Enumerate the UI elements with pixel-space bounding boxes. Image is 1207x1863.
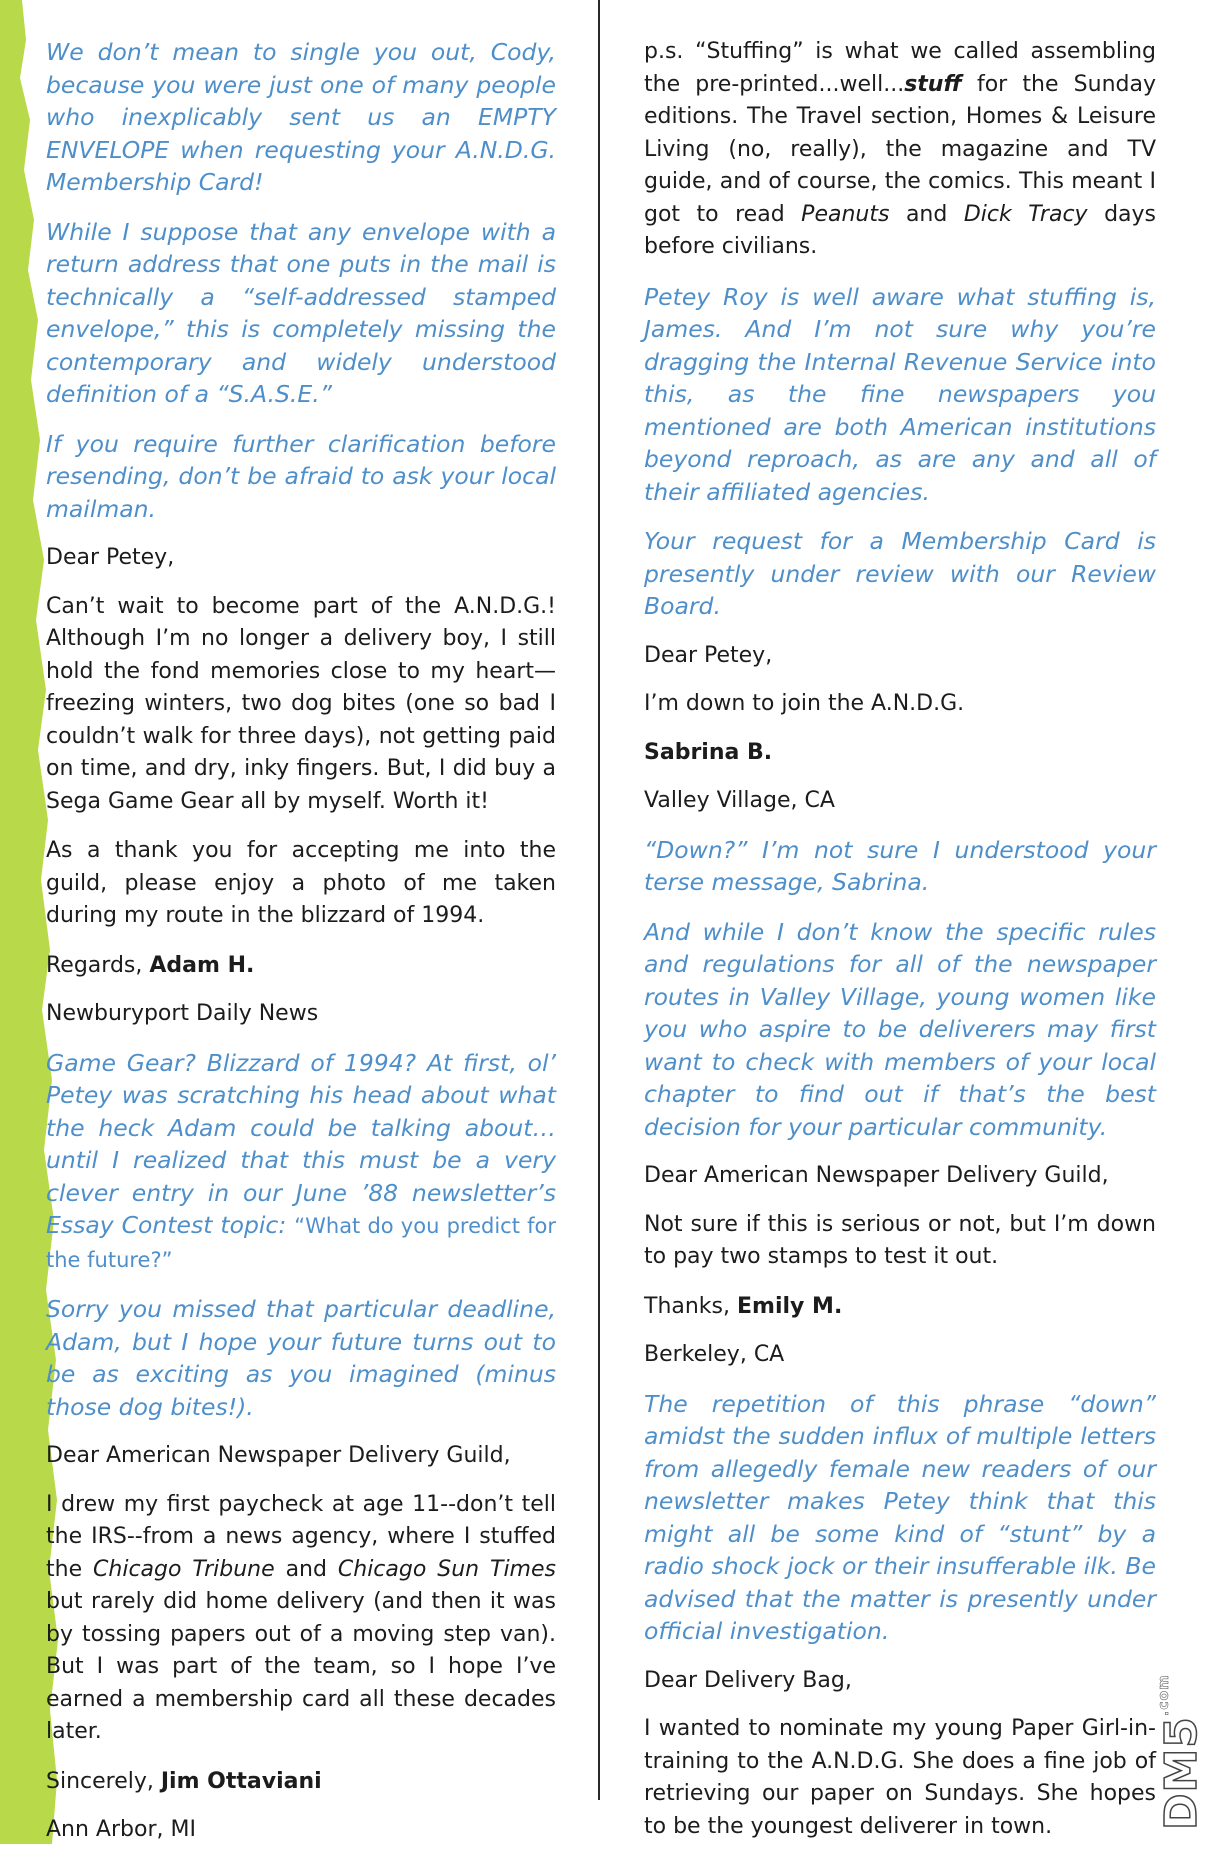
- sabrina-letter-body: I’m down to join the A.N.D.G.: [644, 691, 965, 716]
- reply-to-cody-2: While I suppose that any envelope with a return address that one puts in the mail is technically a “self-addressed stamped envelope,” this is completely missing the contemporary and widely understood definition of a “S.A.S.E.”: [46, 217, 556, 408]
- ps-c: days before civilians.: [644, 201, 1157, 259]
- reply-text: Game Gear? Blizzard of 1994? At first, ol’ Petey was scratching his head about what the heck Adam could be talking about… until I realized that this must be a very clever entry in our June ’88 newsletter’s Essay Contest topic:: [46, 1048, 556, 1239]
- stuff-word: stuff: [904, 71, 962, 97]
- jim-postscript: [644, 36, 1156, 264]
- sabrina-name: [644, 737, 1156, 770]
- signoff-word: Sincerely,: [46, 1768, 154, 1794]
- adam-signoff: [46, 950, 556, 983]
- adam-letter-body-2: As a thank you for accepting me into the guild, please enjoy a photo of me taken during my route in the blizzard of 1994.: [46, 838, 556, 928]
- ps-b: for the Sunday editions. The Travel section, Homes & Leisure Living (no, really), the magazine and TV guide, and of course, the comics. This meant I got to read: [644, 71, 1156, 227]
- bag-salutation: Dear Delivery Bag,: [644, 1667, 852, 1693]
- emily-letter-body: Not sure if this is serious or not, but I’m down to pay two stamps to test it out.: [644, 1211, 1156, 1269]
- comic-title-2: Dick Tracy: [963, 201, 1088, 227]
- and-word: and: [285, 1556, 327, 1582]
- reply-to-cody-3: If you require further clarification before resending, don’t be afraid to ask your local mailman.: [46, 429, 556, 523]
- adam-salutation: Dear Petey,: [46, 545, 175, 570]
- right-column: [644, 36, 1156, 1860]
- jim-location: Ann Arbor, MI: [46, 1817, 196, 1842]
- reply-to-jim-2: Your request for a Membership Card is presently under review with our Review Board.: [644, 527, 1156, 620]
- reply-to-emily: The repetition of this phrase “down” amidst the sudden influx of multiple letters from allegedly female new readers of our newsletter makes Petey think that this might all be some kind of “stunt” by a radio shock jock or their insufferable ilk. Be advised that the matter is presently under official investigation.: [644, 1389, 1156, 1645]
- watermark-suffix: .com: [1156, 1674, 1172, 1717]
- jim-letter-body: [46, 1489, 556, 1749]
- signoff-word: Thanks,: [644, 1293, 731, 1319]
- emily-name: Emily M.: [737, 1293, 843, 1319]
- adam-name: Adam H.: [149, 952, 255, 978]
- adam-location: Newburyport Daily News: [46, 1001, 319, 1026]
- comic-title-1: Peanuts: [801, 201, 890, 227]
- jim-name: Jim Ottaviani: [160, 1768, 322, 1794]
- sabrina-name-bold: Sabrina B.: [644, 739, 773, 765]
- adam-letter-body-1: Can’t wait to become part of the A.N.D.G.! Although I’m no longer a delivery boy, I still hold the fond memories close to my heart—freezing winters, two dog bites (one so bad I couldn’t walk for three days), not getting paid on time, and dry, inky fingers. But, I did buy a Sega Game Gear all by myself. Worth it!: [46, 593, 556, 814]
- watermark-text: DM5: [1156, 1716, 1207, 1830]
- signoff-word: Regards,: [46, 952, 143, 978]
- jim-body-b: but rarely did home delivery (and then it was by tossing papers out of a moving step van). But I was part of the team, so I hope I’ve earned a membership card all these decades later.: [46, 1589, 556, 1744]
- jim-salutation: Dear American Newspaper Delivery Guild,: [46, 1443, 511, 1468]
- emily-location: Berkeley, CA: [644, 1342, 785, 1367]
- site-watermark: [1156, 1674, 1207, 1830]
- reply-to-jim-1: Petey Roy is well aware what stuffing is, James. And I’m not sure why you’re dragging the Internal Revenue Service into this, as the fine newspapers you mentioned are both American institutions beyond reproach, as are any and all of their affiliated agencies.: [644, 282, 1156, 506]
- emily-signoff: [644, 1291, 1156, 1324]
- left-column: [46, 36, 556, 1863]
- essay-topic-quote: “What do you predict for the future?”: [46, 1214, 556, 1272]
- paper-title-2: Chicago Sun Times: [337, 1556, 556, 1582]
- jim-body-a: I drew my first paycheck at age 11--don’t tell the IRS--from a news agency, where I stuffed the: [46, 1491, 556, 1582]
- reply-to-sabrina-1: “Down?” I’m not sure I understood your terse message, Sabrina.: [644, 835, 1156, 896]
- sabrina-salutation: Dear Petey,: [644, 642, 773, 668]
- reply-to-adam-1: [46, 1047, 556, 1277]
- emily-salutation: Dear American Newspaper Delivery Guild,: [644, 1163, 1109, 1188]
- sabrina-location: Valley Village, CA: [644, 788, 835, 813]
- paper-title-1: Chicago Tribune: [93, 1556, 275, 1582]
- reply-to-cody-1: We don’t mean to single you out, Cody, because you were just one of many people who inexplicably sent us an EMPTY ENVELOPE when requesting your A.N.D.G. Membership Card!: [46, 38, 556, 196]
- and-word: and: [905, 201, 948, 227]
- column-divider: [598, 0, 600, 1800]
- jim-signoff: [46, 1766, 556, 1799]
- ps-a: p.s. “Stuffing” is what we called assembling the pre-printed...well...: [644, 39, 1156, 97]
- reply-to-sabrina-2: And while I don’t know the specific rules and regulations for all of the newspaper routes in Valley Village, young women like you who aspire to be deliverers may first want to check with members of your local chapter to find out if that’s the best decision for your particular community.: [644, 917, 1156, 1141]
- bag-letter-body: I wanted to nominate my young Paper Girl-in-training to the A.N.D.G. She does a fine job of retrieving our paper on Sundays. She hopes to be the youngest deliverer in town.: [644, 1716, 1156, 1839]
- reply-to-adam-2: Sorry you missed that particular deadline, Adam, but I hope your future turns out to be as exciting as you imagined (minus those dog bites!).: [46, 1295, 556, 1421]
